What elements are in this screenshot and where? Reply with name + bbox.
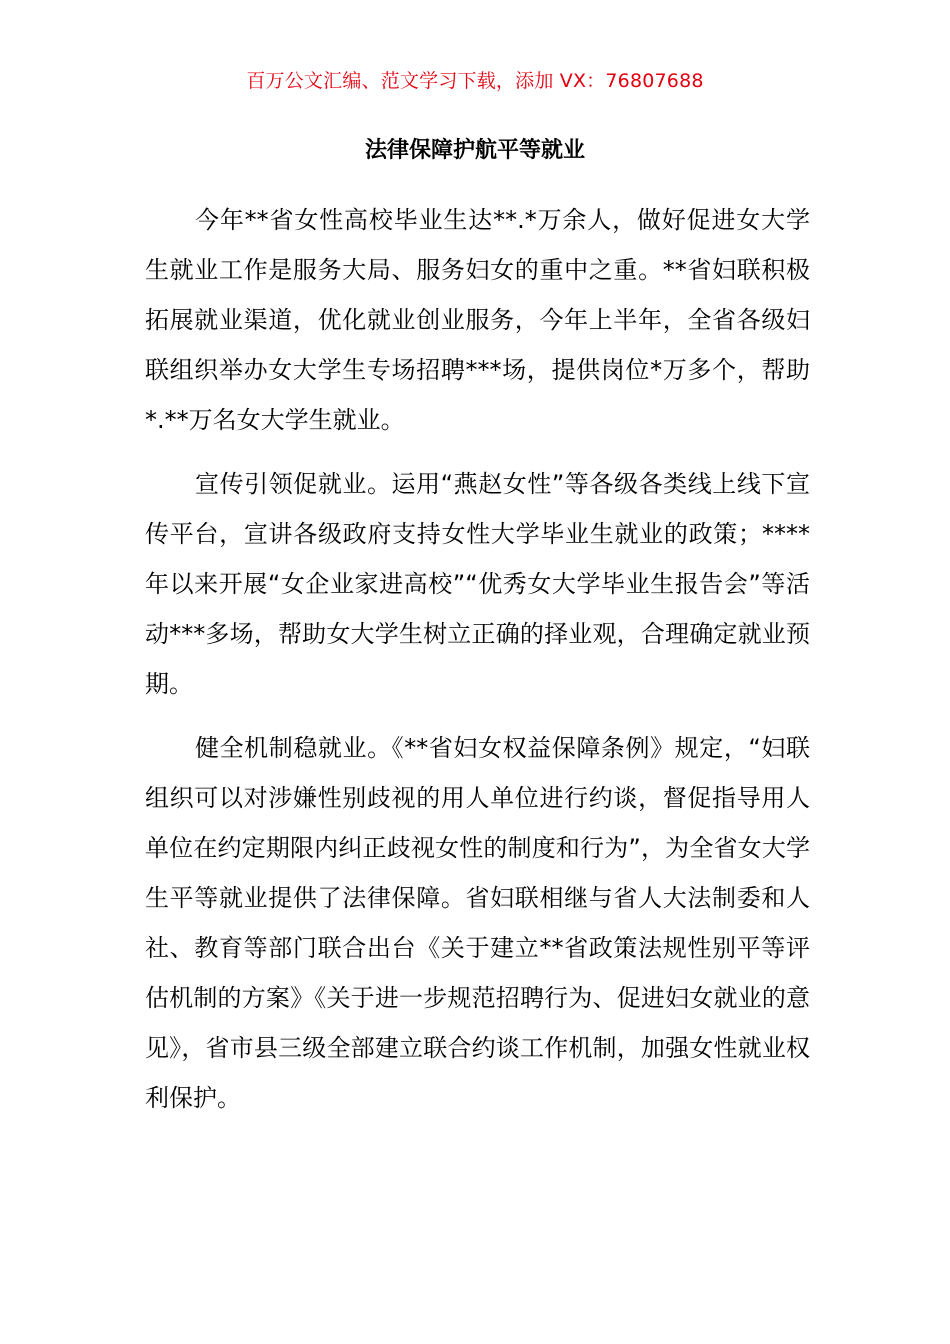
paragraph-mechanism: 健全机制稳就业。《**省妇女权益保障条例》规定，“妇联组织可以对涉嫌性别歧视的用人单位进行约谈，督促指导用人单位在约定期限内纠正歧视女性的制度和行为”，为全省女大学生平等就业提供了法律保障。省妇联相继与省人大法制委和人社、教育等部门联合出台《关于建立**省政策法规性别平等评估机制的方案》《关于进一步规范招聘行为、促进妇女就业的意见》，省市县三级全部建立联合约谈工作机制，加强女性就业权利保护。 xyxy=(145,734,810,1112)
document-body xyxy=(145,195,810,1137)
document-title: 法律保障护航平等就业 xyxy=(364,138,585,163)
paragraph-intro: 今年**省女性高校毕业生达**.*万余人，做好促进女大学生就业工作是服务大局、服务妇女的重中之重。**省妇联积极拓展就业渠道，优化就业创业服务，今年上半年，全省各级妇联组织举办女大学生专场招聘***场，提供岗位*万多个，帮助*.**万名女大学生就业。 xyxy=(145,206,810,434)
paragraph-publicity: 宣传引领促就业。运用“燕赵女性”等各级各类线上线下宣传平台，宣讲各级政府支持女性大学毕业生就业的政策；****年以来开展“女企业家进高校”“优秀女大学毕业生报告会”等活动***多场，帮助女大学生树立正确的择业观，合理确定就业预期。 xyxy=(145,470,810,698)
header-watermark-note: 百万公文汇编、范文学习下载，添加 VX：76807688 xyxy=(246,70,704,92)
